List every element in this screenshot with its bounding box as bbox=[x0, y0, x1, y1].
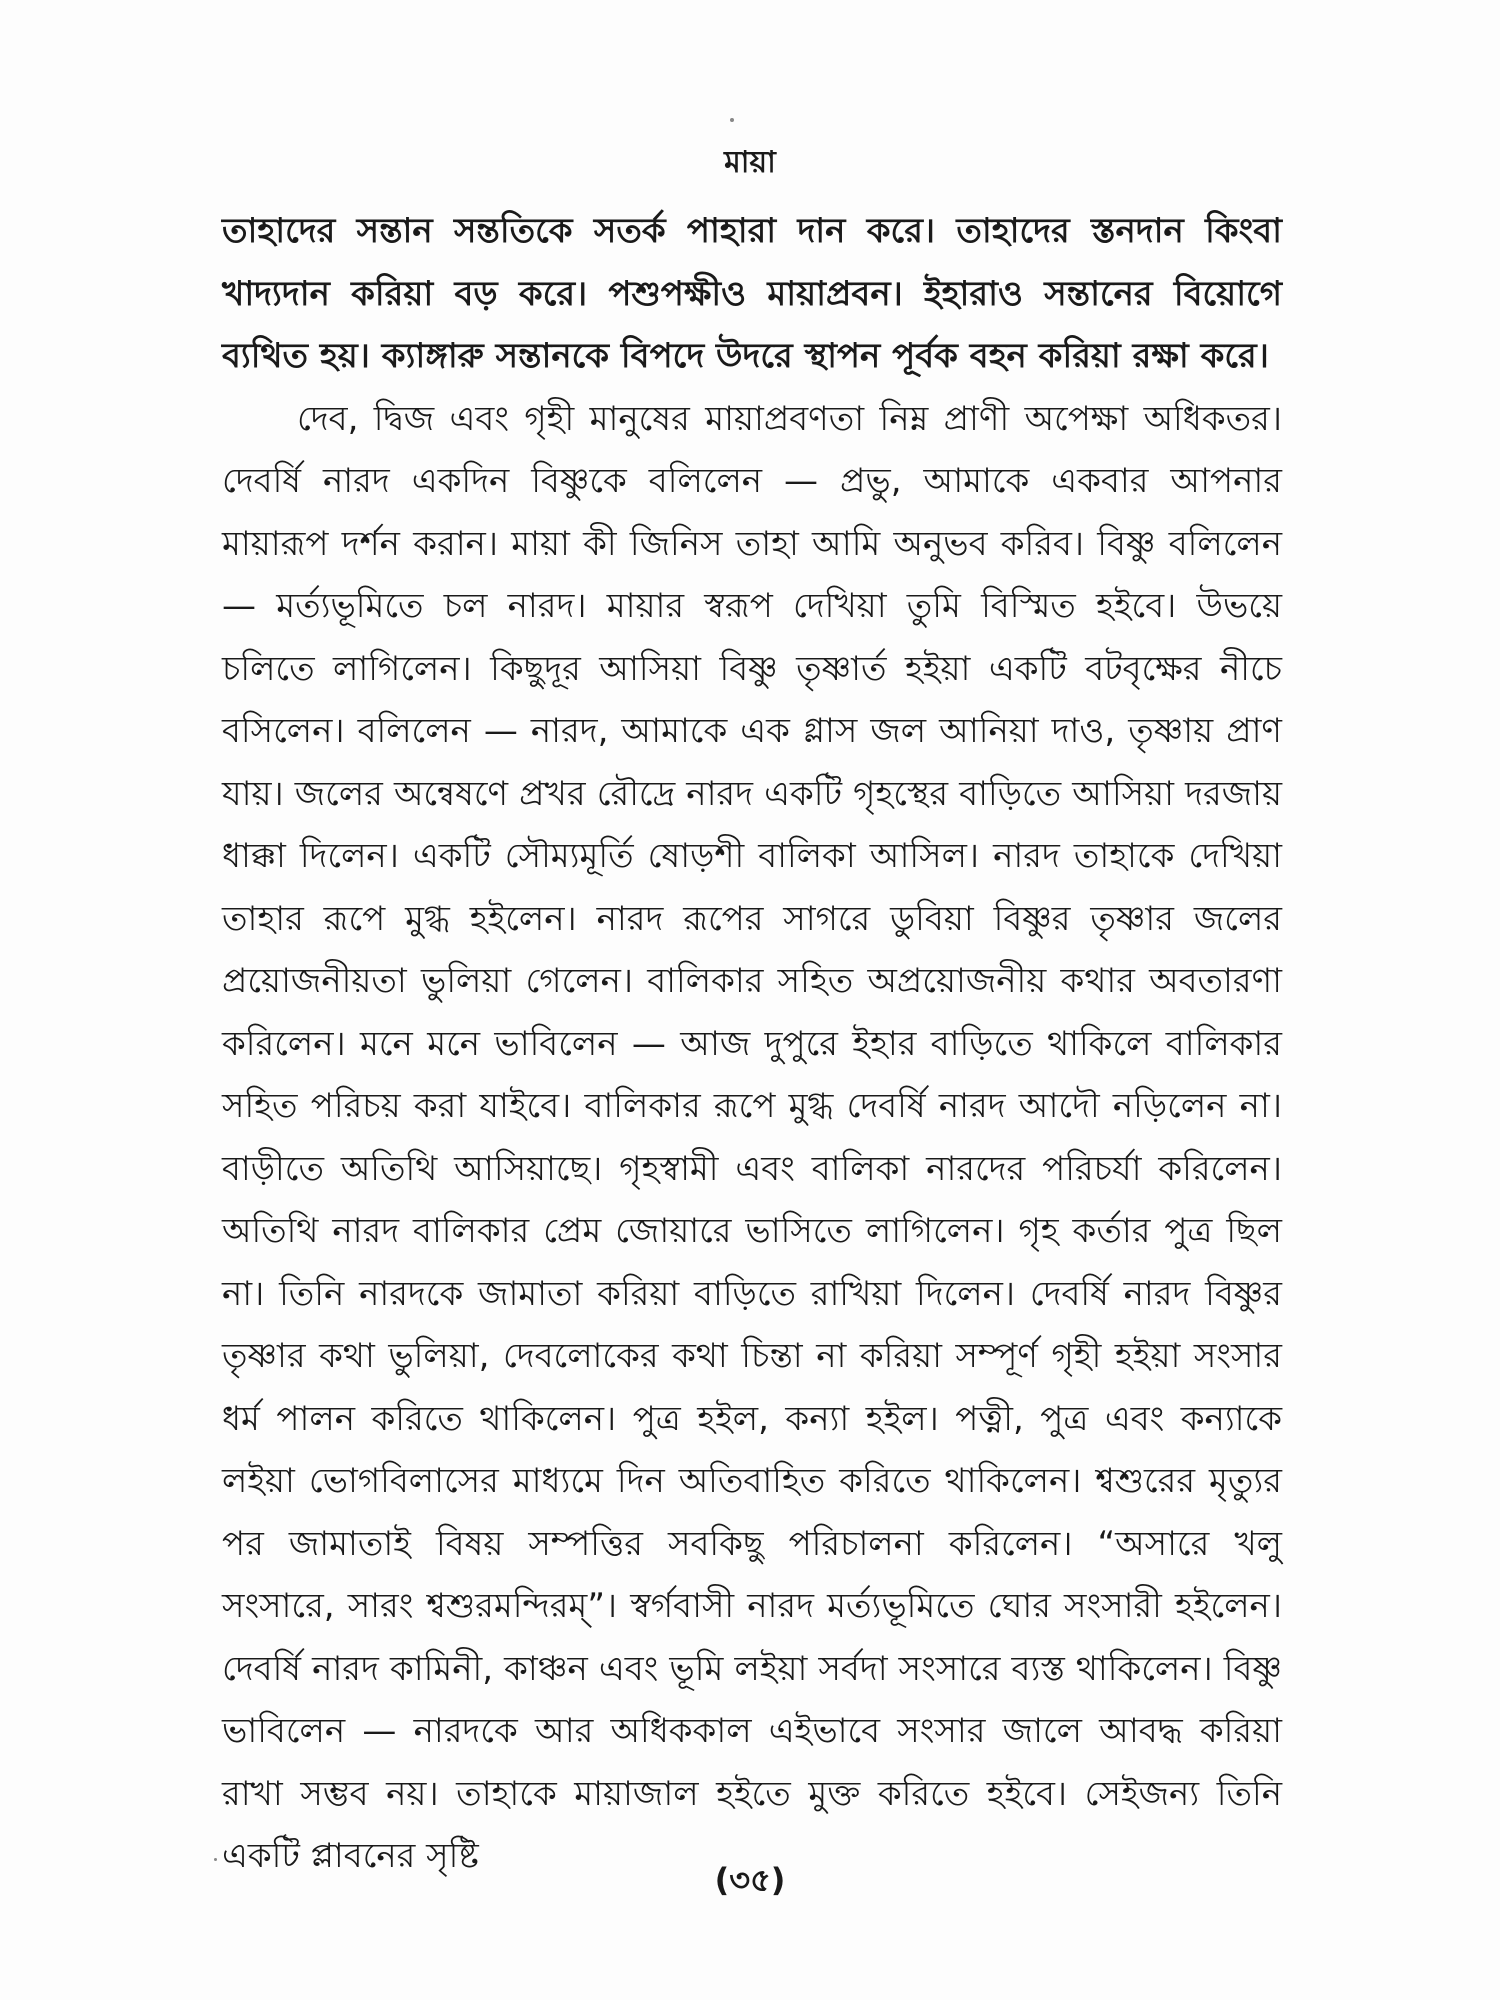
body-text bbox=[222, 200, 1282, 1888]
print-speck bbox=[730, 118, 734, 122]
page-number: (৩৫) bbox=[714, 1861, 786, 1899]
paragraph-1: তাহাদের সন্তান সন্ততিকে সতর্ক পাহারা দান করে। তাহাদের স্তনদান কিংবা খাদ্যদান করিয়া বড় করে। পশুপক্ষীও মায়াপ্রবন। ইহারাও সন্তানের বিয়োগে ব্যথিত হয়। ক্যাঙ্গারু সন্তানকে বিপদে উদরে স্থাপন পূর্বক বহন করিয়া রক্ষা করে। bbox=[222, 211, 1282, 376]
paragraph-2: দেব, দ্বিজ এবং গৃহী মানুষের মায়াপ্রবণতা নিম্ন প্রাণী অপেক্ষা অধিকতর। দেবর্ষি নারদ একদিন বিষ্ণুকে বলিলেন — প্রভু, আমাকে একবার আপনার মায়ারূপ দর্শন করান। মায়া কী জিনিস তাহা আমি অনুভব করিব। বিষ্ণু বলিলেন — মর্ত্যভূমিতে চল নারদ। মায়ার স্বরূপ দেখিয়া তুমি বিস্মিত হইবে। উভয়ে চলিতে লাগিলেন। কিছুদূর আসিয়া বিষ্ণু তৃষ্ণার্ত হইয়া একটি বটবৃক্ষের নীচে বসিলেন। বলিলেন — নারদ, আমাকে এক গ্লাস জল আনিয়া দাও, তৃষ্ণায় প্রাণ যায়। জলের অন্বেষণে প্রখর রৌদ্রে নারদ একটি গৃহস্থের বাড়িতে আসিয়া দরজায় ধাক্কা দিলেন। একটি সৌম্যমূর্তি ষোড়শী বালিকা আসিল। নারদ তাহাকে দেখিয়া তাহার রূপে মুগ্ধ হইলেন। নারদ রূপের সাগরে ডুবিয়া বিষ্ণুর তৃষ্ণার জলের প্রয়োজনীয়তা ভুলিয়া গেলেন। বালিকার সহিত অপ্রয়োজনীয় কথার অবতারণা করিলেন। মনে মনে ভাবিলেন — আজ দুপুরে ইহার বাড়িতে থাকিলে বালিকার সহিত পরিচয় করা যাইবে। বালিকার রূপে মুগ্ধ দেবর্ষি নারদ আদৌ নড়িলেন না। বাড়ীতে অতিথি আসিয়াছে। গৃহস্বামী এবং বালিকা নারদের পরিচর্যা করিলেন। অতিথি নারদ বালিকার প্রেম জোয়ারে ভাসিতে লাগিলেন। গৃহ কর্তার পুত্র ছিল না। তিনি নারদকে জামাতা করিয়া বাড়িতে রাখিয়া দিলেন। দেবর্ষি নারদ বিষ্ণুর তৃষ্ণার কথা ভুলিয়া, দেবলোকের কথা চিন্তা না করিয়া সম্পূর্ণ গৃহী হইয়া সংসার ধর্ম পালন করিতে থাকিলেন। পুত্র হইল, কন্যা হইল। পত্নী, পুত্র এবং কন্যাকে লইয়া ভোগবিলাসের মাধ্যমে দিন অতিবাহিত করিতে থাকিলেন। শ্বশুরের মৃত্যুর পর জামাতাই বিষয় সম্পত্তির সবকিছু পরিচালনা করিলেন। “অসারে খলু সংসারে, সারং শ্বশুরমন্দিরম্”। স্বর্গবাসী নারদ মর্ত্যভূমিতে ঘোর সংসারী হইলেন। দেবর্ষি নারদ কামিনী, কাঞ্চন এবং ভূমি লইয়া সর্বদা সংসারে ব্যস্ত থাকিলেন। বিষ্ণু ভাবিলেন — নারদকে আর অধিককাল এইভাবে সংসার জালে আবদ্ধ করিয়া রাখা সম্ভব নয়। তাহাকে মায়াজাল হইতে মুক্ত করিতে হইবে। সেইজন্য তিনি একটি প্লাবনের সৃষ্টি bbox=[222, 398, 1282, 1876]
running-head: মায়া bbox=[724, 145, 776, 180]
